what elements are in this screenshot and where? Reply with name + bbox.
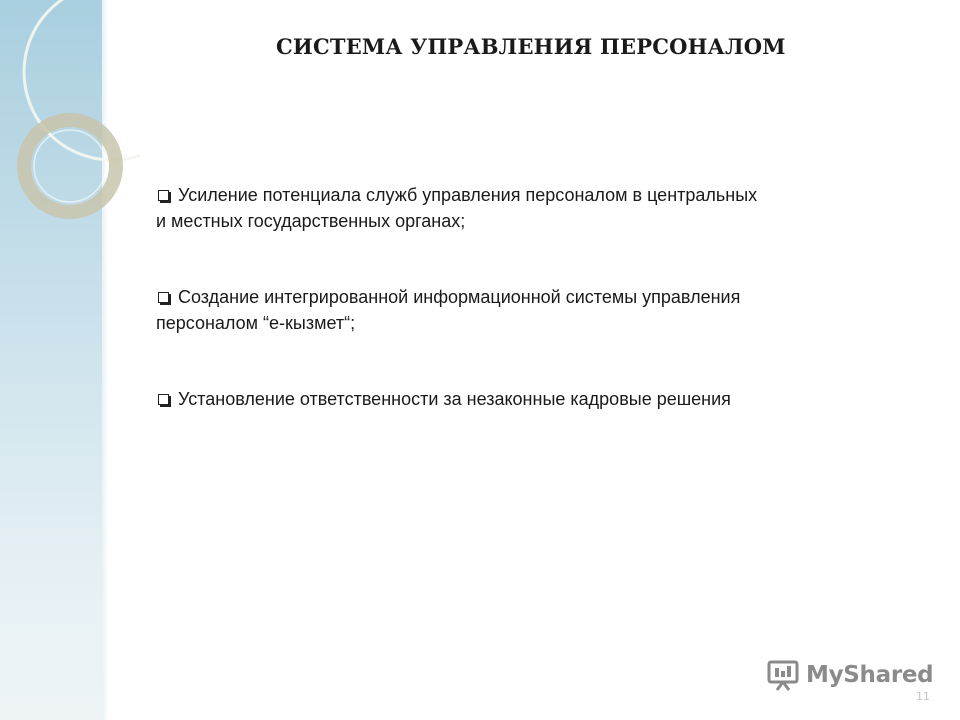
bullet-text-line1: Установление ответственности за незаконные кадровые решения	[178, 389, 731, 409]
bullet-text-line1: Создание интегрированной информационной системы управления	[178, 287, 741, 307]
bullet-text-line2: и местных государственных органах;	[156, 211, 466, 231]
bullet-text-line2: персоналом “е-кызмет“;	[156, 313, 356, 333]
list-item	[156, 284, 896, 336]
bullet-list	[156, 182, 896, 462]
watermark-text: MyShared	[806, 662, 934, 688]
presentation-board-icon	[766, 658, 800, 692]
decorative-rings	[0, 0, 140, 260]
page-number: 11	[916, 690, 930, 703]
slide-title: СИСТЕМА УПРАВЛЕНИЯ ПЕРСОНАЛОМ	[276, 34, 786, 59]
bullet-text-line1: Усиление потенциала служб управления персоналом в центральных	[178, 185, 758, 205]
small-ring-icon	[24, 120, 116, 212]
checkbox-bullet-icon	[158, 190, 169, 201]
list-item	[156, 386, 896, 412]
watermark-logo	[766, 656, 933, 694]
list-item	[156, 182, 896, 234]
checkbox-bullet-icon	[158, 292, 169, 303]
checkbox-bullet-icon	[158, 394, 169, 405]
